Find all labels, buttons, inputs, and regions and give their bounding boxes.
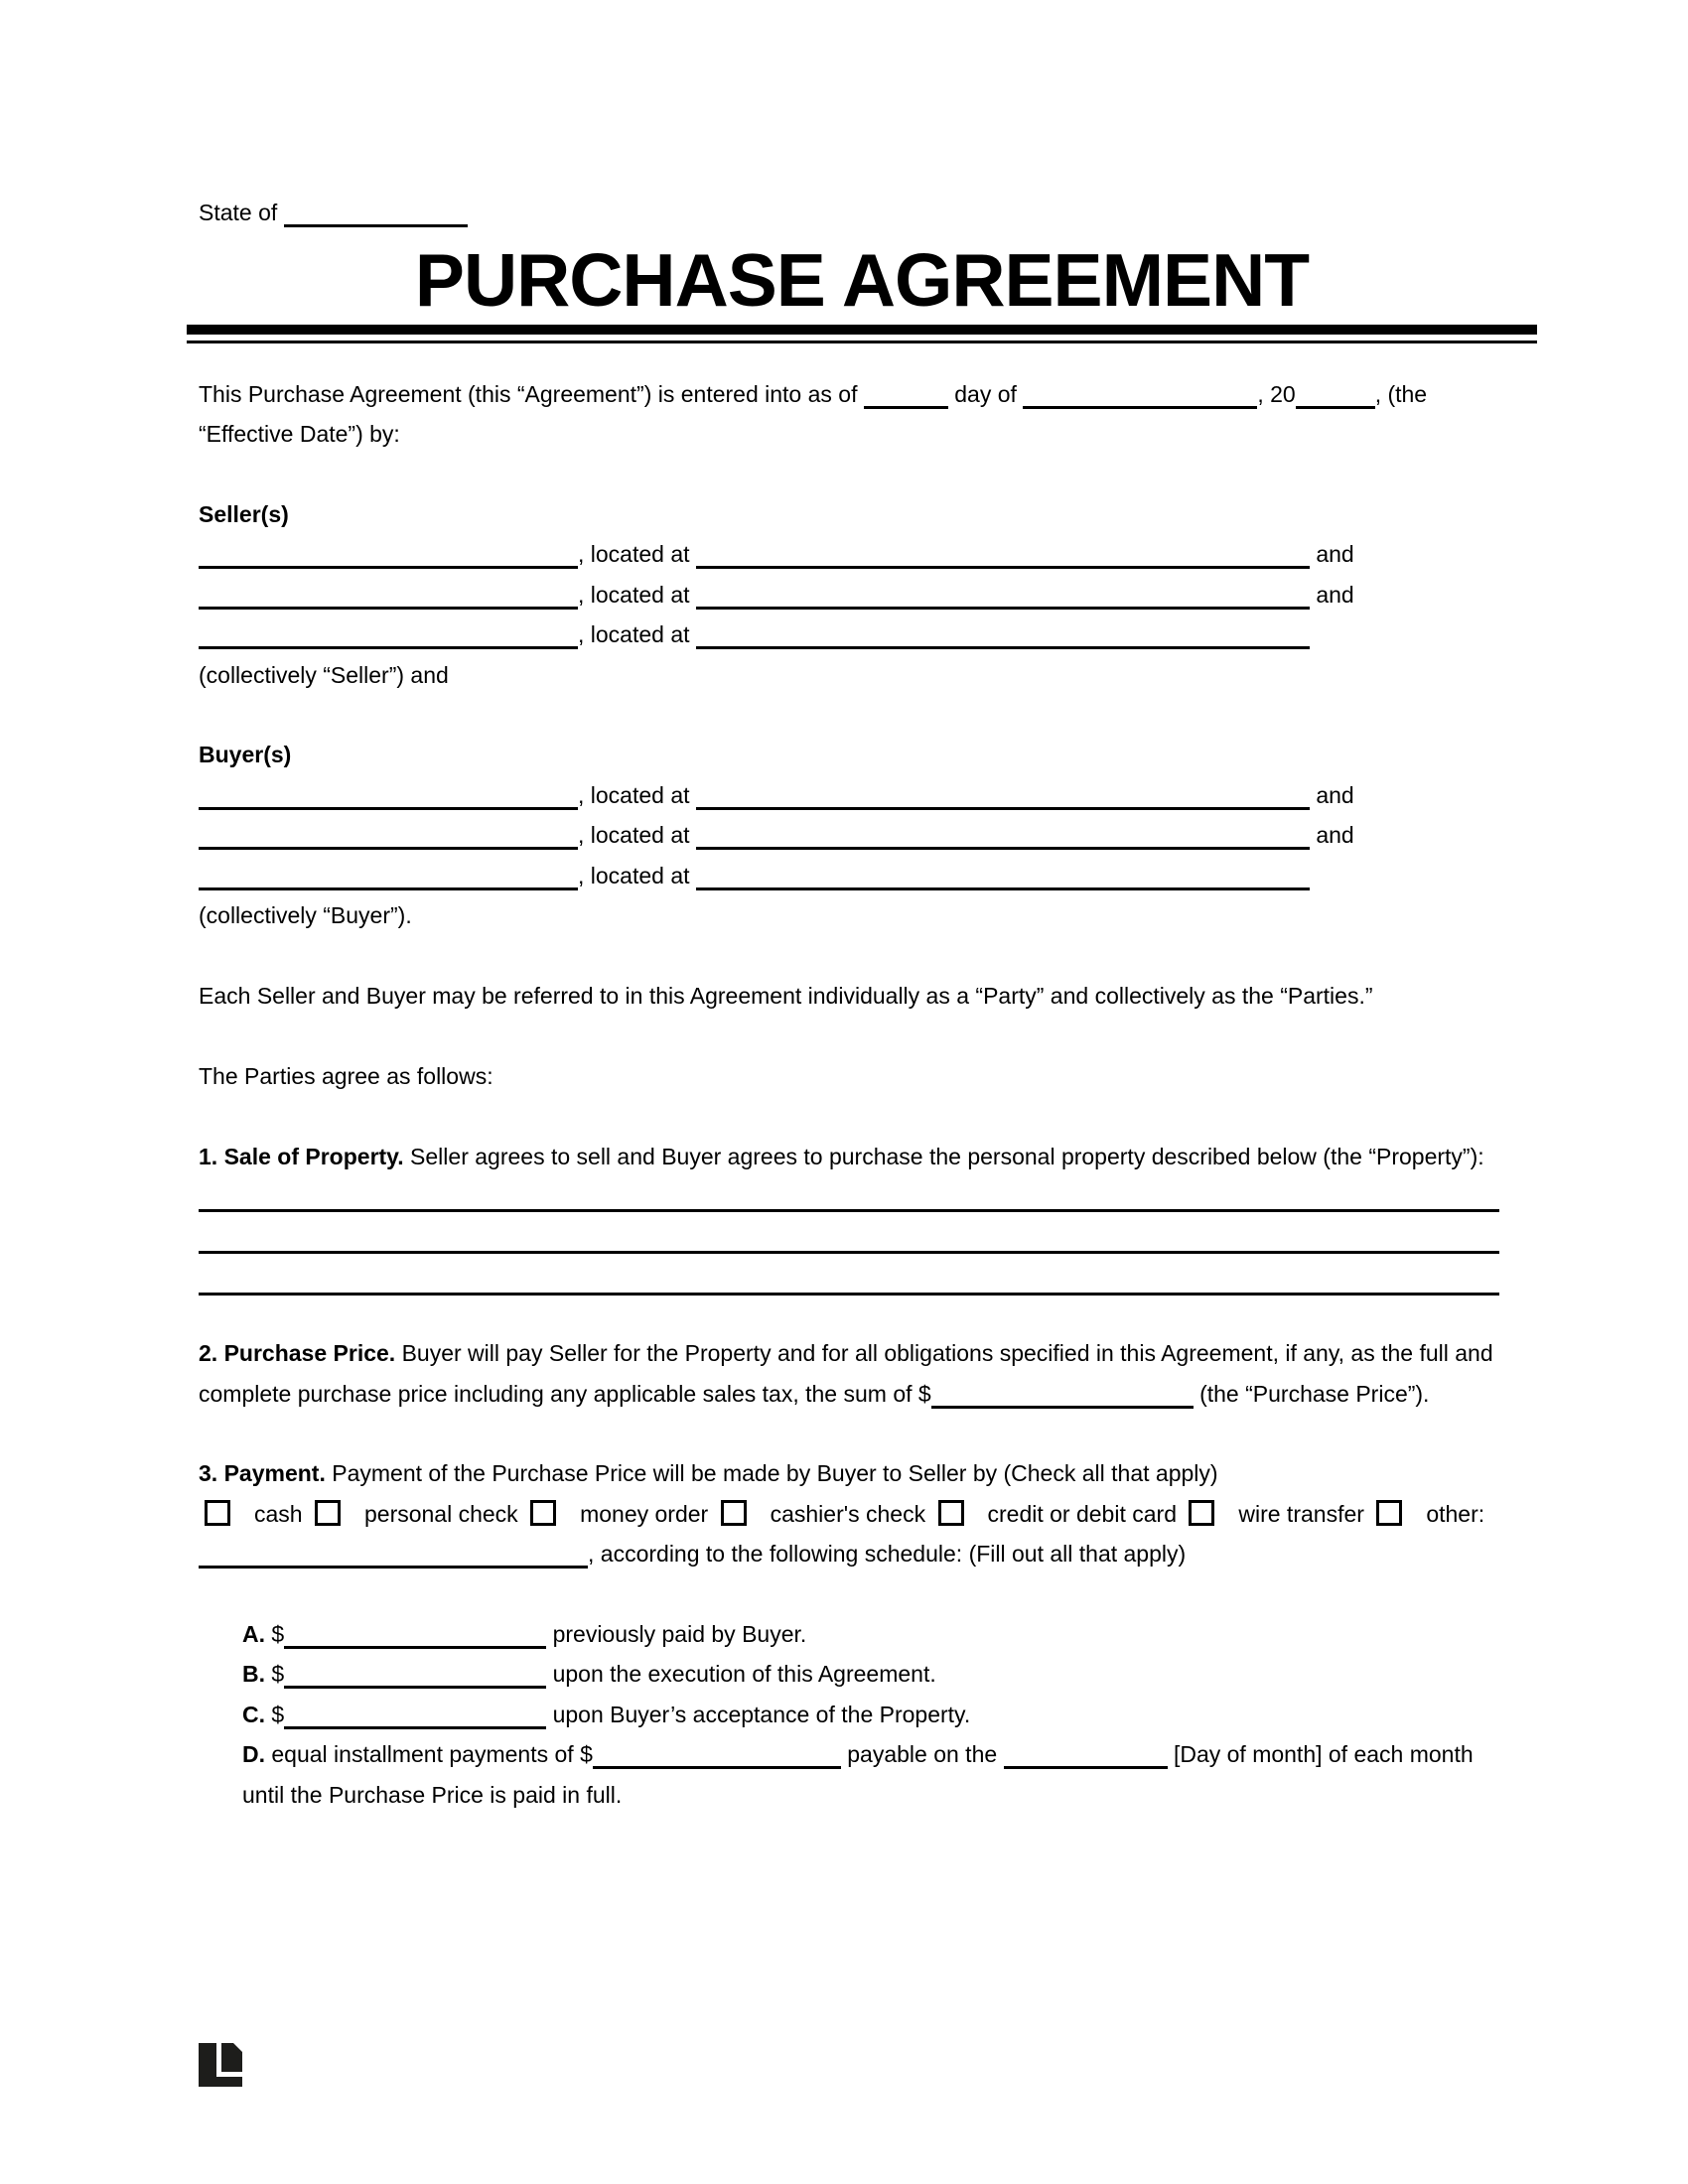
property-description-blank[interactable] (199, 1254, 1499, 1296)
dollar-sign: $ (580, 1741, 593, 1767)
effective-date-text: , (the “Effective Date”) by: (199, 380, 1428, 447)
dollar-sign: $ (271, 1620, 285, 1647)
item-a-letter: A. (242, 1620, 265, 1647)
sellers-section (199, 494, 1499, 696)
item-b-text: upon the execution of this Agreement. (552, 1661, 936, 1687)
section-1-body: Seller agrees to sell and Buyer agrees to purchase the personal property described below (the “Property”): (410, 1143, 1484, 1169)
item-d-mid: payable on the (847, 1741, 998, 1767)
month-blank[interactable] (1023, 406, 1257, 409)
property-description-blank[interactable] (199, 1170, 1499, 1212)
buyer-row (199, 775, 1499, 816)
located-at-label: , located at (578, 781, 690, 808)
buyer-row (199, 815, 1499, 856)
agree-clause: The Parties agree as follows: (199, 1063, 493, 1089)
title-underline-rule (187, 325, 1537, 343)
section-3-body: Payment of the Purchase Price will be made by Buyer to Seller by (Check all that apply) (332, 1460, 1218, 1486)
state-of-line (199, 193, 1688, 233)
option-label-wire-transfer: wire transfer (1238, 1500, 1364, 1527)
buyer-address-blank[interactable] (696, 887, 1310, 890)
property-description-lines (199, 1170, 1499, 1296)
day-blank[interactable] (864, 406, 948, 409)
option-label-cash: cash (254, 1500, 303, 1527)
item-c-letter: C. (242, 1701, 265, 1727)
buyers-heading: Buyer(s) (199, 742, 292, 767)
and-label: and (1316, 822, 1354, 848)
located-at-label: , located at (578, 822, 690, 848)
located-at-label: , located at (578, 621, 690, 647)
buyers-collectively: (collectively “Buyer”). (199, 902, 412, 928)
amount-a-blank[interactable] (284, 1646, 546, 1649)
seller-name-blank[interactable] (199, 566, 578, 569)
intro-text: This Purchase Agreement (this “Agreement”) is entered into as of (199, 380, 858, 407)
option-label-cashiers-check: cashier's check (770, 1500, 926, 1527)
seller-address-blank[interactable] (696, 607, 1310, 610)
item-c-text: upon Buyer’s acceptance of the Property. (552, 1701, 971, 1727)
page-title: PURCHASE AGREEMENT (414, 237, 1310, 322)
dollar-sign: $ (271, 1661, 285, 1687)
other-payment-blank[interactable] (199, 1566, 588, 1569)
section-3-schedule-text: , according to the following schedule: (Fill out all that apply) (588, 1541, 1187, 1567)
logo-l-notch-horizontal (216, 2072, 242, 2077)
buyer-name-blank[interactable] (199, 847, 578, 850)
seller-name-blank[interactable] (199, 646, 578, 649)
option-label-other: other: (1426, 1500, 1485, 1527)
buyer-address-blank[interactable] (696, 807, 1310, 810)
seller-row (199, 614, 1499, 655)
section-3-name: Payment. (223, 1460, 326, 1486)
dollar-sign: $ (917, 1380, 931, 1407)
document-body (199, 374, 1499, 1816)
section-3-paragraph (199, 1453, 1499, 1574)
section-3-number: 3. (199, 1460, 218, 1486)
schedule-item-d (242, 1734, 1499, 1815)
and-label: and (1316, 541, 1354, 567)
logo-document-folded-corner (233, 2043, 242, 2052)
sellers-collectively: (collectively “Seller”) and (199, 661, 449, 688)
section-2-heading (199, 1340, 395, 1366)
amount-c-blank[interactable] (284, 1726, 546, 1729)
party-clause: Each Seller and Buyer may be referred to in this Agreement individually as a “Party” and collectively as the “Parties.” (199, 982, 1373, 1009)
seller-row (199, 534, 1499, 575)
section-1-name: Sale of Property. (223, 1143, 404, 1169)
located-at-label: , located at (578, 862, 690, 888)
section-2-number: 2. (199, 1340, 218, 1366)
property-description-blank[interactable] (199, 1212, 1499, 1254)
buyers-section (199, 735, 1499, 936)
section-1-number: 1. (199, 1143, 218, 1169)
schedule-item-a (242, 1614, 1499, 1655)
legal-templates-logo-icon (199, 2043, 242, 2087)
dollar-sign: $ (271, 1701, 285, 1727)
seller-address-blank[interactable] (696, 646, 1310, 649)
purchase-price-tail: (the “Purchase Price”). (1199, 1380, 1430, 1407)
day-of-label: day of (954, 380, 1017, 407)
option-label-credit-or-debit-card: credit or debit card (987, 1500, 1177, 1527)
item-d-tail: [Day of month] of each month until the Purchase Price is paid in full. (242, 1741, 1474, 1808)
section-2-body: Buyer will pay Seller for the Property and for all obligations specified in this Agreement, if any, as the full and complete purchase price including any applicable sales tax, the sum of (199, 1340, 1493, 1407)
intro-paragraph (199, 374, 1499, 455)
rule-thin-bar (187, 341, 1537, 343)
section-2-name: Purchase Price. (223, 1340, 396, 1366)
located-at-label: , located at (578, 581, 690, 608)
seller-address-blank[interactable] (696, 566, 1310, 569)
item-d-letter: D. (242, 1741, 265, 1767)
checkbox-wire-transfer[interactable] (1189, 1500, 1214, 1526)
seller-row (199, 575, 1499, 615)
checkbox-credit-or-debit-card[interactable] (938, 1500, 964, 1526)
year-blank[interactable] (1296, 406, 1375, 409)
buyer-name-blank[interactable] (199, 887, 578, 890)
amount-b-blank[interactable] (284, 1686, 546, 1689)
option-label-money-order: money order (580, 1500, 709, 1527)
checkbox-other[interactable] (1376, 1500, 1402, 1526)
buyer-row (199, 856, 1499, 896)
section-1-heading (199, 1144, 404, 1169)
item-d-pre: equal installment payments of (271, 1741, 574, 1767)
section-3-heading (199, 1460, 326, 1486)
schedule-item-c (242, 1695, 1499, 1735)
year-prefix: 20 (1270, 380, 1296, 407)
option-label-personal-check: personal check (363, 1500, 518, 1527)
day-of-month-blank[interactable] (1004, 1766, 1168, 1769)
checkbox-money-order[interactable] (530, 1500, 556, 1526)
rule-thick-bar (187, 325, 1537, 335)
state-name-blank[interactable] (284, 224, 468, 227)
schedule-item-b (242, 1654, 1499, 1695)
located-at-label: , located at (578, 541, 690, 567)
item-a-text: previously paid by Buyer. (552, 1620, 807, 1647)
section-1-paragraph (199, 1137, 1499, 1177)
checkbox-cash[interactable] (205, 1500, 230, 1526)
seller-name-blank[interactable] (199, 607, 578, 610)
and-label: and (1316, 781, 1354, 808)
purchase-price-blank[interactable] (931, 1406, 1194, 1409)
and-label: and (1316, 581, 1354, 608)
state-of-label: State of (199, 200, 278, 225)
buyer-name-blank[interactable] (199, 807, 578, 810)
payment-schedule (242, 1614, 1499, 1816)
section-2-paragraph (199, 1333, 1499, 1414)
sellers-heading: Seller(s) (199, 500, 289, 527)
checkbox-cashiers-check[interactable] (721, 1500, 747, 1526)
checkbox-personal-check[interactable] (315, 1500, 341, 1526)
buyer-address-blank[interactable] (696, 847, 1310, 850)
item-b-letter: B. (242, 1661, 265, 1687)
comma-text: , (1257, 380, 1264, 407)
installment-amount-blank[interactable] (593, 1766, 841, 1769)
